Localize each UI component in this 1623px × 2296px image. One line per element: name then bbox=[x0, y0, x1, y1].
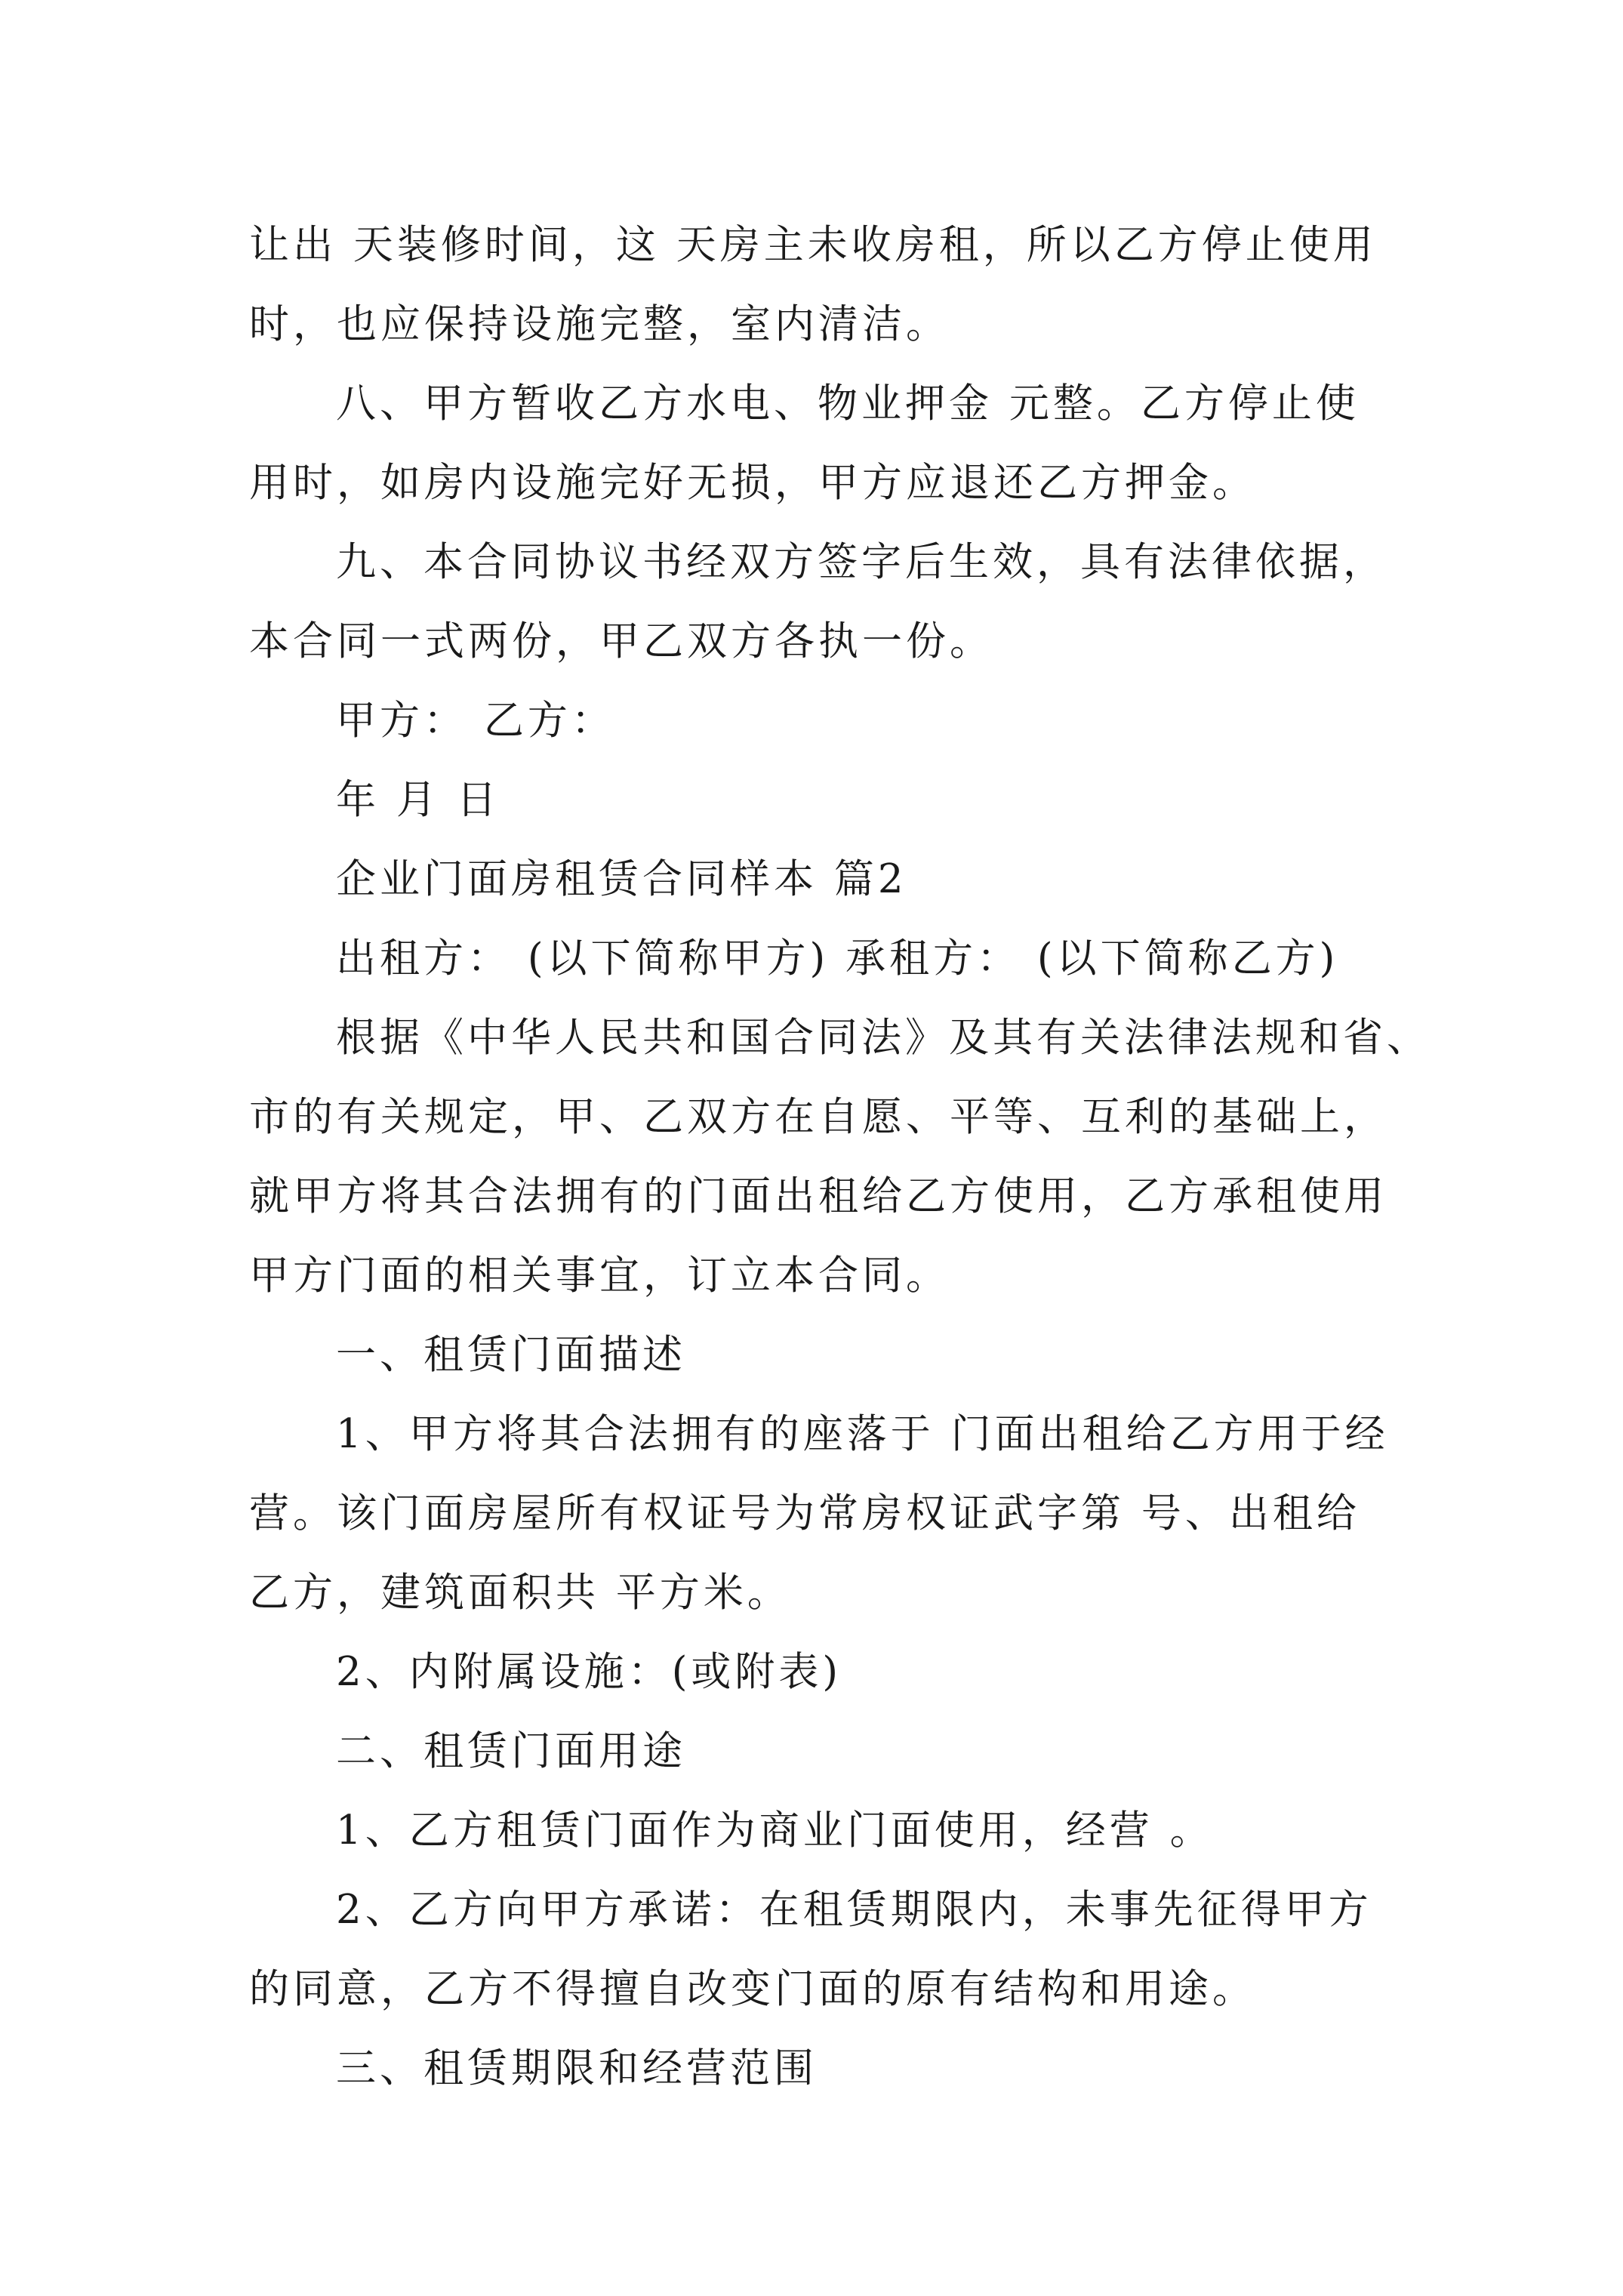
text-line: 2、乙方向甲方承诺：在租赁期限内，未事先征得甲方 bbox=[336, 1887, 1372, 1933]
signature-line: 甲方： 乙方： bbox=[336, 698, 615, 744]
text-line: 1、甲方将其合法拥有的座落于 门面出租给乙方用于经 bbox=[336, 1411, 1389, 1457]
text-line: 时，也应保持设施完整，室内清洁。 bbox=[249, 301, 950, 347]
text-line: 让出 天装修时间，这 天房主未收房租，所以乙方停止使用 bbox=[249, 222, 1377, 268]
text-line: 的同意，乙方不得擅自改变门面的原有结构和用途。 bbox=[249, 1966, 1256, 2012]
date-line: 年 月 日 bbox=[336, 777, 500, 823]
text-line: 就甲方将其合法拥有的门面出租给乙方使用，乙方承租使用 bbox=[249, 1173, 1387, 1219]
text-line: 1、乙方租赁门面作为商业门面使用，经营 。 bbox=[336, 1808, 1214, 1854]
text-line: 八、甲方暂收乙方水电、物业押金 元整。乙方停止使 bbox=[336, 381, 1360, 427]
parties-line: 出租方： (以下简称甲方) 承租方： (以下简称乙方) bbox=[336, 935, 1339, 982]
text-line: 九、本合同协议书经双方签字后生效，具有法律依据， bbox=[336, 539, 1387, 585]
clause-heading: 三、租赁期限和经营范围 bbox=[336, 2045, 818, 2091]
text-line: 根据《中华人民共和国合同法》及其有关法律法规和省、 bbox=[336, 1015, 1431, 1061]
section-title: 企业门面房租赁合同样本 篇2 bbox=[336, 856, 907, 902]
text-line: 市的有关规定，甲、乙双方在自愿、平等、互利的基础上， bbox=[249, 1094, 1387, 1140]
text-line: 乙方，建筑面积共 平方米。 bbox=[249, 1570, 791, 1616]
document-body bbox=[249, 205, 1431, 2108]
text-line: 2、内附属设施：(或附表) bbox=[336, 1649, 842, 1695]
text-line: 甲方门面的相关事宜，订立本合同。 bbox=[249, 1253, 950, 1299]
text-line: 用时，如房内设施完好无损，甲方应退还乙方押金。 bbox=[249, 460, 1256, 506]
clause-heading: 二、租赁门面用途 bbox=[336, 1728, 686, 1774]
clause-heading: 一、租赁门面描述 bbox=[336, 1332, 686, 1378]
text-line: 营。该门面房屋所有权证号为常房权证武字第 号、出租给 bbox=[249, 1490, 1360, 1536]
text-line: 本合同一式两份，甲乙双方各执一份。 bbox=[249, 618, 993, 664]
